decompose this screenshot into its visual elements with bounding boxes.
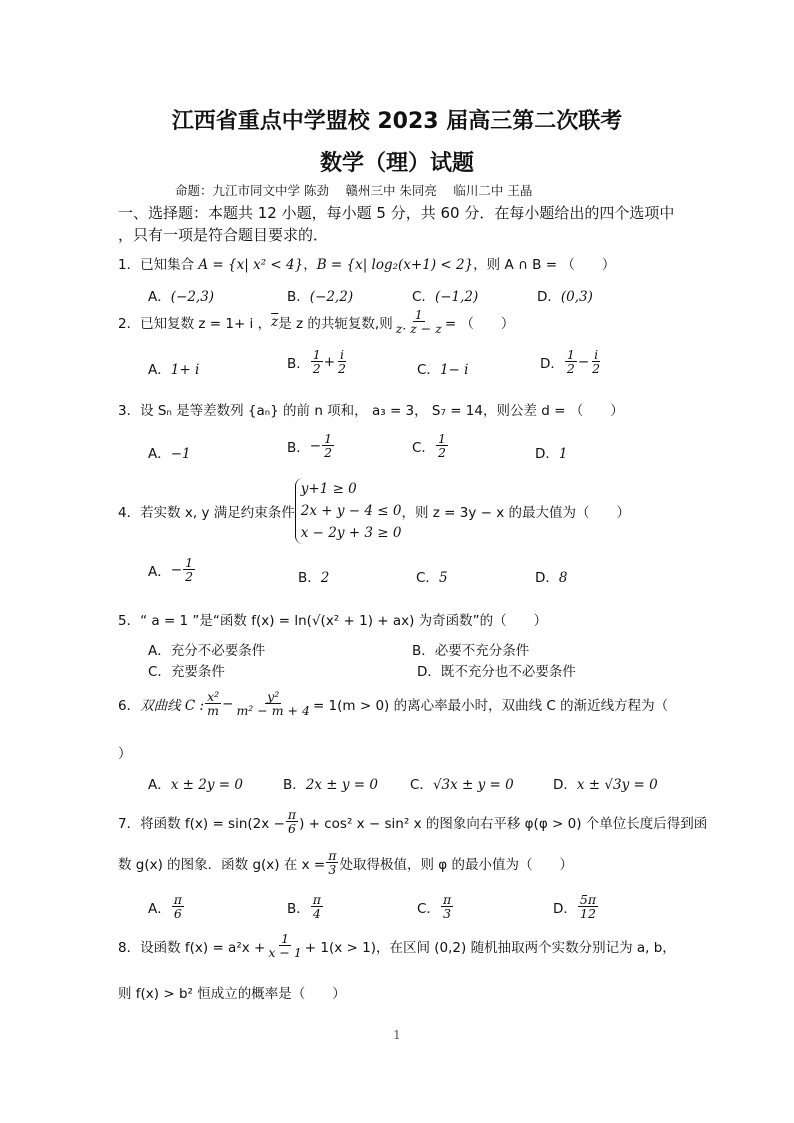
option-value: 5 — [438, 570, 448, 586]
question-text: 处取得极值，则 φ 的最小值为（ ） — [339, 856, 573, 873]
option-label: B． — [287, 289, 310, 305]
fraction — [172, 893, 184, 920]
option-label: D． — [537, 289, 561, 305]
numerator: i — [340, 347, 344, 362]
question-text: ，则 A ∩ B = （ ） — [473, 257, 616, 273]
option-c — [412, 432, 449, 459]
denominator: 2 — [324, 445, 333, 461]
constraint-line: x − 2y + 3 ≥ 0 — [300, 525, 402, 541]
question-number: 6． — [118, 697, 141, 714]
question-text: + 1(x > 1)，在区间 (0,2) 随机抽取两个实数分别记为 a, b， — [304, 939, 676, 956]
option-value: (0,3) — [560, 289, 593, 305]
exam-title: 江西省重点中学盟校 2023 届高三第二次联考 — [171, 109, 623, 134]
denominator: z· z − z — [395, 321, 442, 337]
question-text: 数 g(x) 的图象．函数 g(x) 在 x = — [118, 856, 326, 873]
option-value: √3x ± y = 0 — [432, 777, 514, 793]
option-label: D． — [535, 570, 559, 586]
option-b — [283, 773, 378, 793]
sign: − — [309, 437, 322, 454]
question-6-continued: ） — [118, 746, 132, 762]
fraction — [336, 348, 348, 375]
denominator: 2 — [185, 569, 194, 585]
constraint-system — [295, 478, 402, 544]
fraction — [436, 432, 448, 459]
option-value: (−2,3) — [170, 289, 215, 305]
question-text: = （ ） — [444, 315, 515, 332]
question-text: 是 z 的共轭复数,则 — [278, 315, 393, 332]
fraction — [311, 893, 323, 920]
numerator: π — [312, 892, 321, 907]
numerator: i — [594, 347, 599, 362]
denominator: 12 — [580, 906, 596, 922]
fraction — [578, 893, 598, 920]
numerator: x² — [207, 689, 220, 704]
denominator: m — [207, 703, 220, 719]
option-a — [148, 893, 185, 920]
denominator: x − 1 — [268, 945, 302, 961]
fraction — [326, 849, 338, 876]
numerator: 5π — [579, 892, 597, 907]
question-4 — [118, 478, 630, 544]
option-label: B． — [298, 570, 321, 586]
option-value: 8 — [558, 570, 568, 586]
option-d — [535, 566, 568, 586]
question-text: “ a = 1 ”是“函数 f(x) = ln(√(x² + 1) + ax) 为奇函数”的（ ） — [140, 613, 548, 629]
option-label: A． — [148, 777, 171, 793]
option-a — [148, 639, 265, 659]
option-b — [287, 432, 335, 459]
option-b — [287, 285, 353, 305]
option-label: A． — [148, 900, 171, 917]
question-text: 将函数 f(x) = sin(2x − — [140, 815, 285, 832]
page-number: 1 — [393, 1028, 401, 1042]
section-heading-line1: 一、选择题：本题共 12 小题，每小题 5 分，共 60 分．在每小题给出的四个选项中 — [118, 204, 675, 222]
option-d — [535, 442, 568, 462]
question-7-line2 — [118, 849, 573, 876]
fraction — [441, 893, 453, 920]
option-value: (−1,2) — [434, 289, 479, 305]
question-5 — [118, 609, 547, 629]
question-8-line2: 则 f(x) > b² 恒成立的概率是（ ） — [118, 986, 346, 1002]
option-value: 既不充分也不必要条件 — [440, 664, 576, 680]
option-a — [148, 442, 191, 462]
option-b — [412, 639, 529, 659]
question-number: 8． — [118, 939, 141, 956]
numerator: y² — [267, 689, 280, 704]
question-number: 2． — [118, 315, 141, 332]
fraction — [322, 432, 334, 459]
option-label: B． — [283, 777, 306, 793]
option-label: C． — [410, 777, 433, 793]
fraction — [590, 348, 602, 375]
numerator: π — [328, 848, 337, 863]
option-label: D． — [540, 355, 564, 372]
fraction — [394, 308, 444, 335]
numerator: 1 — [324, 431, 333, 446]
question-number: 7． — [118, 815, 141, 832]
operator: − — [577, 353, 590, 370]
fraction — [234, 690, 312, 717]
option-label: A． — [148, 289, 171, 305]
option-c — [416, 566, 448, 586]
denominator: 6 — [173, 906, 182, 922]
question-6 — [118, 690, 668, 717]
denominator: 6 — [287, 821, 296, 837]
option-label: D． — [535, 446, 559, 462]
question-8 — [118, 932, 676, 959]
numerator: π — [173, 892, 182, 907]
fraction — [286, 808, 298, 835]
question-text: 双曲线 C : — [140, 697, 205, 714]
option-b — [298, 566, 329, 586]
option-label: C． — [412, 289, 435, 305]
question-number: 3． — [118, 403, 141, 419]
option-label: D． — [553, 777, 577, 793]
denominator: 4 — [312, 906, 321, 922]
option-label: B． — [412, 643, 435, 659]
question-7 — [118, 808, 707, 835]
option-c — [410, 773, 514, 793]
option-label: C． — [412, 439, 435, 456]
question-text: 已知集合 — [140, 257, 199, 273]
option-a — [148, 285, 214, 305]
numerator: 1 — [566, 347, 575, 362]
separator: ， — [303, 257, 317, 273]
option-d — [417, 660, 576, 680]
option-label: D． — [417, 664, 441, 680]
numerator: 1 — [414, 307, 423, 322]
exam-subtitle: 数学（理）试题 — [319, 151, 474, 176]
numerator: 1 — [185, 555, 194, 570]
option-label: A． — [148, 563, 171, 580]
question-3 — [118, 399, 624, 419]
zbar-symbol: $\overline{z}$ — [271, 313, 279, 330]
question-number: 4． — [118, 505, 141, 521]
option-value: x ± 2y = 0 — [170, 777, 243, 793]
question-text: 设 Sₙ 是等差数列 {aₙ} 的前 n 项和， a₃ = 3， S₇ = 14，则公差 d = （ ） — [140, 403, 624, 419]
option-a — [148, 556, 196, 583]
sign: − — [170, 561, 183, 578]
denominator: 2 — [592, 361, 601, 377]
option-value: x ± √3y = 0 — [576, 777, 658, 793]
question-text: 若实数 x, y 满足约束条件 — [140, 505, 295, 521]
option-value: 充要条件 — [170, 664, 225, 680]
fraction — [311, 348, 323, 375]
fraction — [266, 932, 303, 959]
option-label: A． — [148, 643, 171, 659]
option-c — [417, 358, 468, 378]
operator: − — [222, 695, 234, 712]
option-value: −1 — [170, 446, 191, 462]
authors-line: 命题：九江市同文中学 陈劲 赣州三中 朱同亮 临川二中 王晶 — [175, 183, 533, 198]
option-label: D． — [553, 900, 577, 917]
option-value: 充分不必要条件 — [170, 643, 266, 659]
constraint-line: y+1 ≥ 0 — [300, 481, 357, 497]
option-value: 1+ i — [170, 362, 200, 378]
option-label: C． — [148, 664, 171, 680]
numerator: 1 — [312, 347, 321, 362]
set-a: A = {x| x² < 4} — [198, 257, 304, 273]
option-b — [287, 348, 349, 375]
numerator: π — [442, 892, 452, 907]
question-text: ，则 z = 3y − x 的最大值为（ ） — [401, 505, 630, 521]
option-label: C． — [417, 900, 440, 917]
numerator: 1 — [437, 431, 446, 446]
question-text: = 1(m > 0) 的离心率最小时，双曲线 C 的渐近线方程为（ — [312, 697, 669, 714]
denominator: 2 — [338, 361, 346, 377]
option-label: C． — [417, 362, 440, 378]
question-text: ) + cos² x − sin² x 的图象向右平移 φ(φ > 0) 个单位长度后得到函 — [299, 815, 708, 832]
section-heading-line2: ，只有一项是符合题目要求的． — [118, 226, 329, 244]
option-label: C． — [416, 570, 439, 586]
option-b — [287, 893, 324, 920]
option-c — [412, 285, 478, 305]
option-label: B． — [287, 900, 310, 917]
option-a — [148, 358, 199, 378]
question-text: 设函数 f(x) = a²x + — [140, 939, 266, 956]
option-d — [540, 348, 603, 375]
question-2 — [118, 308, 514, 335]
option-value: 2 — [320, 570, 330, 586]
question-text: 已知复数 z = 1+ i ， — [140, 315, 272, 332]
operator: + — [323, 353, 336, 370]
option-value: 1− i — [439, 362, 469, 378]
set-b: B = {x| log₂(x+1) < 2} — [316, 257, 474, 273]
option-d — [537, 285, 593, 305]
denominator: 2 — [312, 361, 321, 377]
option-d — [553, 773, 658, 793]
option-value: 必要不充分条件 — [434, 643, 530, 659]
question-1 — [118, 253, 615, 273]
denominator: 3 — [443, 906, 452, 922]
option-label: B． — [287, 355, 310, 372]
numerator: 1 — [281, 931, 290, 946]
fraction — [205, 690, 221, 717]
option-label: B． — [287, 439, 310, 456]
question-number: 1． — [118, 257, 141, 273]
option-value: 1 — [558, 446, 568, 462]
option-label: A． — [148, 446, 171, 462]
option-a — [148, 773, 243, 793]
option-value: (−2,2) — [309, 289, 354, 305]
option-value: 2x ± y = 0 — [305, 777, 378, 793]
denominator: 3 — [328, 862, 337, 878]
fraction — [183, 556, 195, 583]
numerator: π — [287, 807, 297, 822]
option-d — [553, 893, 599, 920]
question-number: 5． — [118, 613, 141, 629]
option-c — [148, 660, 225, 680]
denominator: m² − m + 4 — [236, 703, 310, 719]
constraint-line: 2x + y − 4 ≤ 0 — [300, 503, 402, 519]
fraction — [565, 348, 577, 375]
option-c — [417, 893, 454, 920]
denominator: 2 — [566, 361, 575, 377]
option-label: A． — [148, 362, 171, 378]
denominator: 2 — [437, 445, 446, 461]
